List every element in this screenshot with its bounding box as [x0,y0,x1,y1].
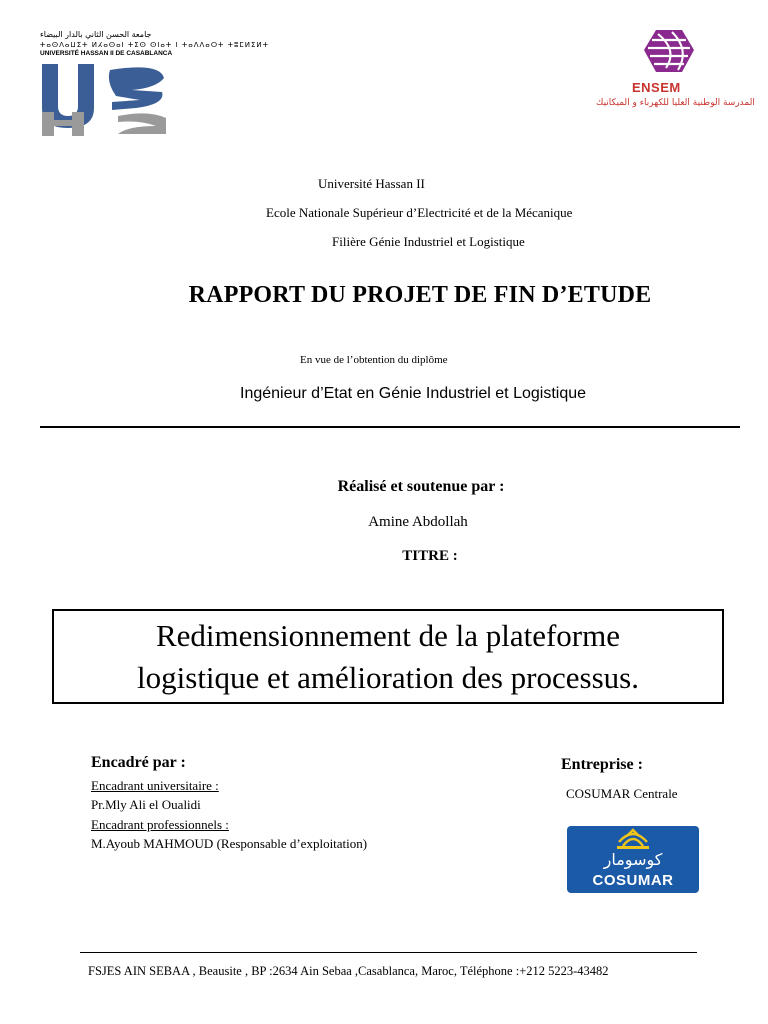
professional-supervisor-name: M.Ayoub MAHMOUD (Responsable d’exploitation) [91,836,368,851]
uh2c-logo [36,30,270,140]
cosumar-logo [567,826,699,893]
ensem-arabic-text: المدرسة الوطنية العليا للكهرباء و الميكانيك [596,98,755,108]
ensem-mark-icon [596,24,746,80]
academic-supervisor-name: Pr.Mly Ali el Oualidi [91,797,201,812]
company-label: Entreprise : [561,756,643,773]
titre-label: TITRE : [402,548,458,564]
report-title: RAPPORT DU PROJET DE FIN D’ETUDE [188,282,652,308]
supervision-label: Encadré par : [91,754,186,771]
uh2c-latin-text: UNIVERSITÉ HASSAN II DE CASABLANCA [40,50,173,57]
professional-supervisor-label: Encadrant professionnels : [91,817,229,832]
ensem-logo [596,24,755,118]
school-name: Ecole Nationale Supérieur d’Electricité et de la Mécanique [266,205,573,220]
diploma-intro: En vue de l’obtention du diplôme [300,354,448,366]
project-title-box [52,609,724,704]
cosumar-arabic-text: كوسومار [603,850,663,869]
filiere-name: Filière Génie Industriel et Logistique [332,234,525,249]
project-title-line-1: Redimensionnement de la plateforme [156,618,620,653]
academic-supervisor-label: Encadrant universitaire : [91,778,219,793]
uh2c-tifinagh-text: ⵜⴰⵙⴷⴰⵡⵉⵜ ⵍⵃⴰⵙⴰⵏ ⵜⵉⵙ ⵙⵏⴰⵜ ⵏ ⵜⴰⴷⴷⴰⵔⵜ ⵜⵓⵎⵍⵉⵍⵜ [40,41,270,49]
author-name: Amine Abdollah [368,514,468,530]
university-name: Université Hassan II [318,176,425,191]
divider-bottom [80,952,697,953]
ensem-label: ENSEM [632,80,681,95]
company-name: COSUMAR Centrale [566,786,678,801]
footer-address: FSJES AIN SEBAA , Beausite , BP :2634 Ain Sebaa ,Casablanca, Maroc, Téléphone :+212 5223-43482 [88,964,609,978]
divider-top [40,426,740,428]
author-label: Réalisé et soutenue par : [337,478,505,495]
uh2c-mark-icon [36,60,176,140]
cosumar-word: COSUMAR [592,872,674,889]
uh2c-arabic-text: جامعة الحسن الثاني بالدار البيضاء [40,30,152,39]
cosumar-crown-icon [567,828,699,852]
project-title-line-2: logistique et amélioration des processus. [137,660,639,695]
diploma-name: Ingénieur d’Etat en Génie Industriel et Logistique [240,385,587,402]
